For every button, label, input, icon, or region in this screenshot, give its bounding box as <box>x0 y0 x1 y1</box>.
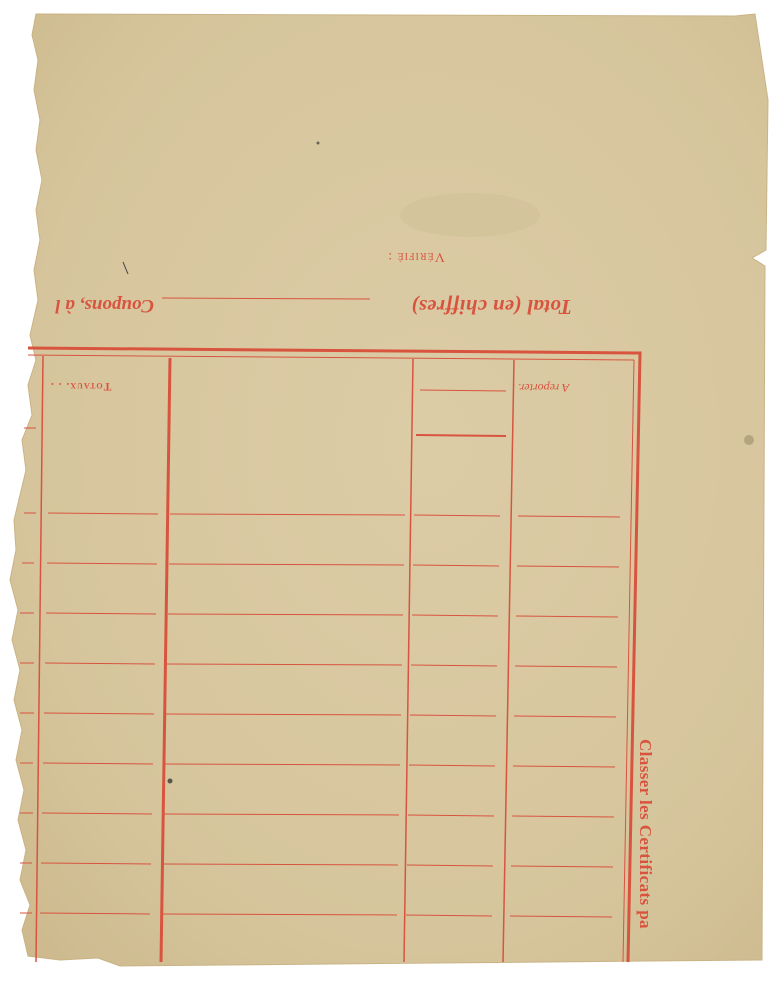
coupons-label: Coupons, à l <box>55 295 154 316</box>
speck <box>317 142 320 145</box>
side-instruction-label: Classer les Certificats pa <box>636 739 655 929</box>
report-line-heavy <box>416 435 506 436</box>
stain <box>400 193 540 237</box>
verified-label: Vérifié : <box>387 249 445 264</box>
speck <box>168 779 173 784</box>
carry-forward-label: A reporter. . <box>512 381 570 395</box>
total-in-figures-label: Total (en chiffres) <box>411 295 572 319</box>
totals-label: Totaux. . . <box>50 380 112 392</box>
speck <box>744 435 754 445</box>
